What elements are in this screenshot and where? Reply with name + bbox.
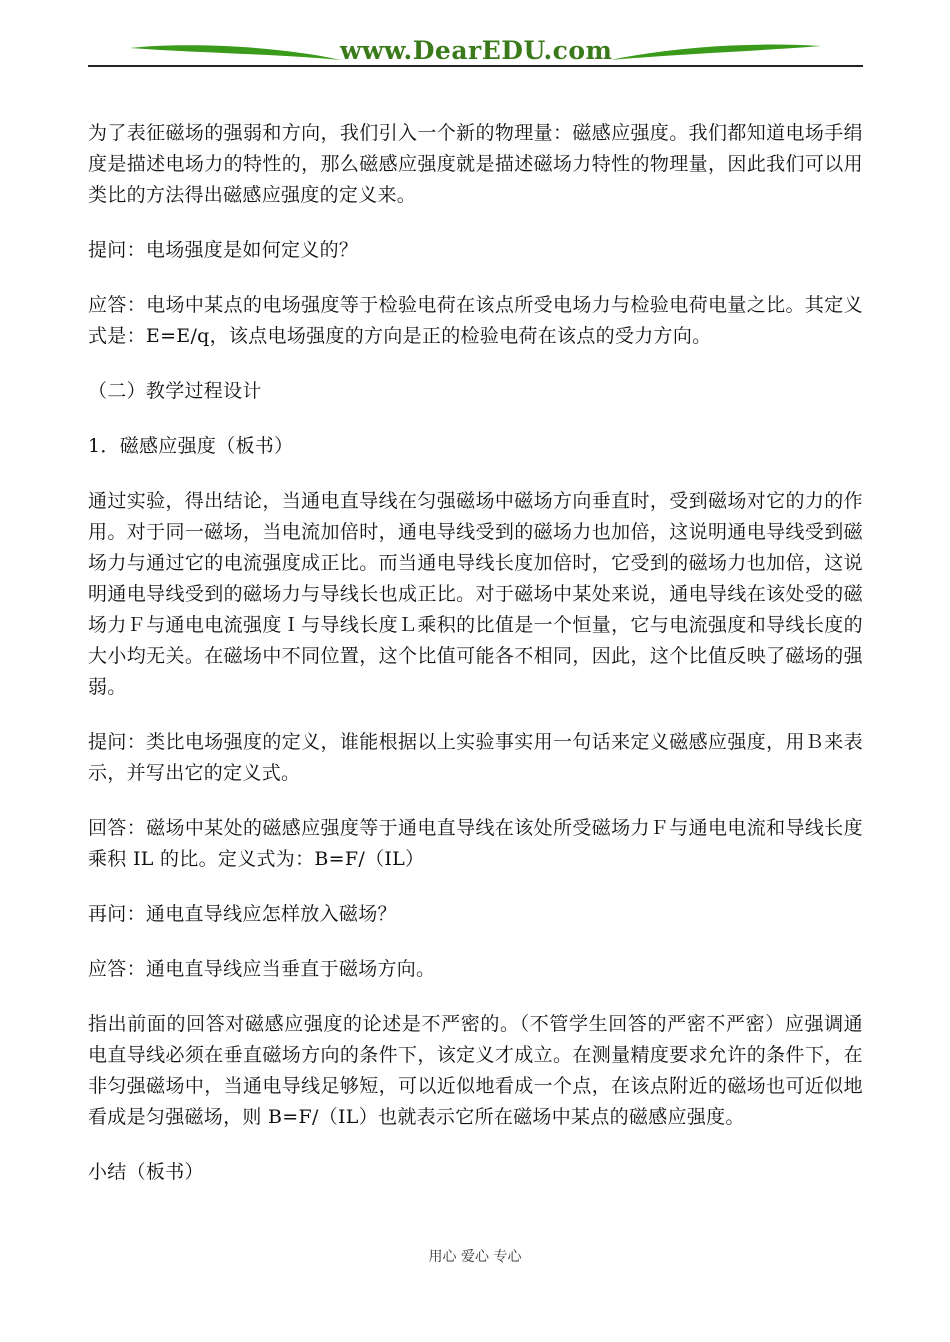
document-body: [88, 118, 863, 1212]
subsection-heading: 1．磁感应强度（板书）: [88, 435, 294, 457]
site-logo-text[interactable]: www.DearEDU.com: [340, 36, 613, 65]
paragraph-question-3: 再问：通电直导线应怎样放入磁场？: [88, 903, 397, 925]
paragraph-summary: 小结（板书）: [88, 1161, 204, 1183]
paragraph-answer-2: 回答：磁场中某处的磁感应强度等于通电直导线在该处所受磁场力Ｆ与通电电流和导线长度乘积 IL 的比。定义式为：B=F/（IL）: [88, 817, 863, 870]
paragraph-experiment: 通过实验，得出结论，当通电直导线在匀强磁场中磁场方向垂直时，受到磁场对它的力的作用。对于同一磁场，当电流加倍时，通电导线受到的磁场力也加倍，这说明通电导线受到磁场力与通过它的电流强度成正比。而当通电导线长度加倍时，它受到的磁场力也加倍，这说明通电导线受到的磁场力与导线长也成正比。对于磁场中某处来说，通电导线在该处受的磁场力Ｆ与通电电流强度Ｉ与导线长度Ｌ乘积的比值是一个恒量，它与电流强度和导线长度的大小均无关。在磁场中不同位置，这个比值可能各不相同，因此，这个比值反映了磁场的强弱。: [88, 490, 863, 698]
paragraph-intro: 为了表征磁场的强弱和方向，我们引入一个新的物理量：磁感应强度。我们都知道电场手绢 度是描述电场力的特性的，那么磁感应强度就是描述磁场力特性的物理量，因此我们可以用类比的方法得出磁感应强度的定义来。: [88, 122, 863, 206]
section-heading: （二）教学过程设计: [88, 380, 262, 402]
header-divider: [88, 65, 863, 67]
page-footer: 用心 爱心 专心: [428, 1249, 522, 1265]
paragraph-question-2: 提问：类比电场强度的定义，谁能根据以上实验事实用一句话来定义磁感应强度，用Ｂ来表示，并写出它的定义式。: [88, 731, 863, 784]
paragraph-answer-3: 应答：通电直导线应当垂直于磁场方向。: [88, 958, 436, 980]
paragraph-answer-1: 应答：电场中某点的电场强度等于检验电荷在该点所受电场力与检验电荷电量之比。其定义式是：E=E/q，该点电场强度的方向是正的检验电荷在该点的受力方向。: [88, 294, 863, 347]
left-swoosh-decoration: [128, 40, 343, 66]
paragraph-question-1: 提问：电场强度是如何定义的？: [88, 239, 359, 261]
right-swoosh-decoration: [608, 40, 823, 66]
paragraph-note: 指出前面的回答对磁感应强度的论述是不严密的。（不管学生回答的严密不严密）应强调通电直导线必须在垂直磁场方向的条件下，该定义才成立。在测量精度要求允许的条件下，在非匀强磁场中，当通电导线足够短，可以近似地看成一个点，在该点附近的磁场也可近似地看成是匀强磁场，则 B=F/（IL）也就表示它所在磁场中某点的磁感应强度。: [88, 1013, 863, 1128]
